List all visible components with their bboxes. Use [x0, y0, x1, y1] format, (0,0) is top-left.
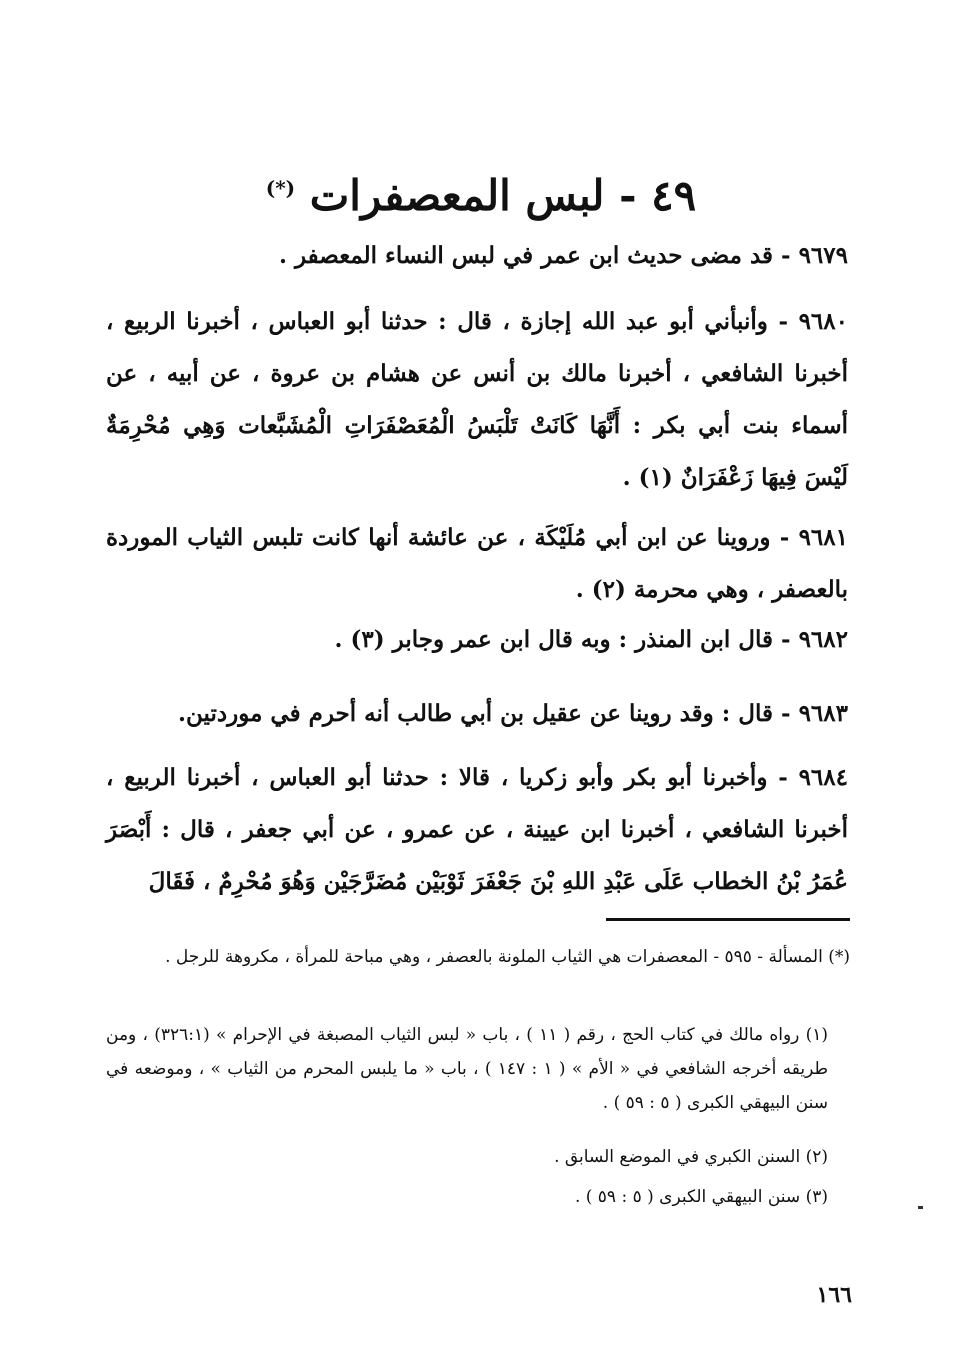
footnote-divider	[606, 918, 850, 921]
page-number: ١٦٦	[816, 1282, 852, 1308]
paragraph-9683: ٩٦٨٣ - قال : وقد روينا عن عقيل بن أبي طالب أنه أحرم في موردتين.	[178, 700, 848, 727]
chapter-footnote-marker: (*)	[265, 176, 296, 200]
paragraph-9679: ٩٦٧٩ - قد مضى حديث ابن عمر في لبس النساء المعصفر .	[278, 242, 848, 269]
paragraph-9684: ٩٦٨٤ - وأخبرنا أبو بكر وأبو زكريا ، قالا : حدثنا أبو العباس ، أخبرنا الربيع ، أخبرنا الشافعي ، أخبرنا ابن عيينة ، عن عمرو ، عن أبي جعفر ، قال : أَبْصَرَ عُمَرُ بْنُ الخطاب عَلَى عَبْدِ اللهِ بْنَ جَعْفَرَ ثَوْبَيْن مُضَرَّجَيْن وَهُوَ مُحْرِمٌ ، فَقَالَ	[106, 764, 848, 895]
footnote-star: (*) المسألة - ٥٩٥ - المعصفرات هي الثياب الملونة بالعصفر ، وهي مباحة للمرأة ، مكروهة للرجل .	[165, 947, 850, 967]
chapter-title-text: ٤٩ - لبس المعصفرات	[309, 171, 697, 220]
scan-speck	[918, 1206, 923, 1209]
footnote-1: (١) رواه مالك في كتاب الحج ، رقم ( ١١ ) ، باب « لبس الثياب المصبغة في الإحرام » (٣٢٦:١) ، ومن طريقه أخرجه الشافعي في « الأم » ( ١ : ١٤٧ ) ، باب « ما يلبس المحرم من الثياب » ، وموضعه في سنن البيهقي الكبرى ( ٥ : ٥٩ ) .	[106, 1025, 828, 1113]
chapter-title	[0, 160, 956, 224]
paragraph-9682: ٩٦٨٢ - قال ابن المنذر : وبه قال ابن عمر وجابر (٣) .	[334, 626, 848, 653]
paragraph-9681: ٩٦٨١ - وروينا عن ابن أبي مُلَيْكَة ، عن عائشة أنها كانت تلبس الثياب الموردة بالعصفر ، وهي محرمة (٢) .	[106, 524, 848, 603]
paragraph-9680: ٩٦٨٠ - وأنبأني أبو عبد الله إجازة ، قال : حدثنا أبو العباس ، أخبرنا الربيع ، أخبرنا الشافعي ، أخبرنا مالك بن أنس عن هشام بن عروة ، عن أبيه ، عن أسماء بنت أبي بكر : أَنَّهَا كَانَتْ تَلْبَسُ الْمُعَصْفَرَاتِ الْمُشَبَّعات وَهِي مُحْرِمَةٌ لَيْسَ فِيهَا زَعْفَرَانٌ (١) .	[106, 308, 848, 491]
footnote-2: (٢) السنن الكبري في الموضع السابق .	[554, 1147, 828, 1167]
footnote-3: (٣) سنن البيهقي الكبرى ( ٥ : ٥٩ ) .	[574, 1187, 828, 1207]
